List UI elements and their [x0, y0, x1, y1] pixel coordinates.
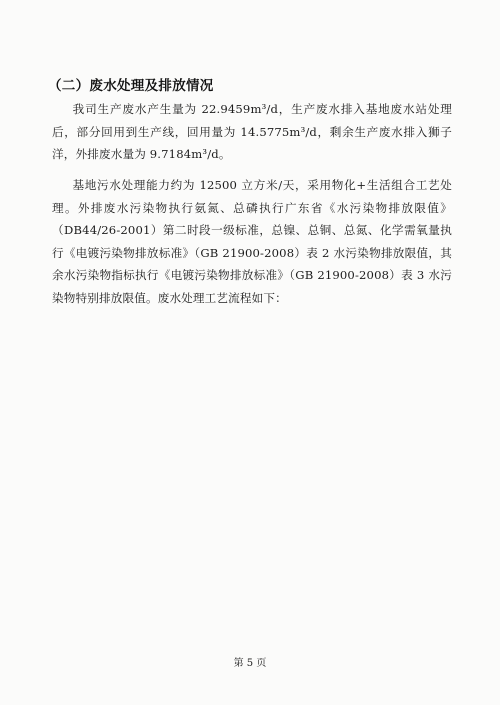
paragraph-text: 我司生产废水产生量为 22.9459m³/d，生产废水排入基地废水站处理后，部分回用到生产线，回用量为 14.5775m³/d，剩余生产废水排入狮子洋，外排废水量为 9.7184m³/d。 — [52, 102, 452, 161]
paragraph-text: 基地污水处理能力约为 12500 立方米/天，采用物化+生活组合工艺处理。外排废水污染物执行氨氮、总磷执行广东省《水污染物排放限值》（DB44/26-2001）第二时段一级标准，总镍、总铜、总氮、化学需氧量执行《电镀污染物排放标准》（GB 21900-2008）表 2 水污染物排放限值，其余水污染物指标执行《电镀污染物排放标准》（GB 21900-2008）表 3 水污染物特别排放限值。废水处理工艺流程如下： — [52, 178, 452, 305]
page-number: 第 5 页 — [233, 658, 267, 669]
section-heading: （二）废水处理及排放情况 — [48, 78, 214, 94]
paragraph-treatment-standards — [52, 174, 452, 309]
paragraph-wastewater-volume — [52, 98, 452, 166]
